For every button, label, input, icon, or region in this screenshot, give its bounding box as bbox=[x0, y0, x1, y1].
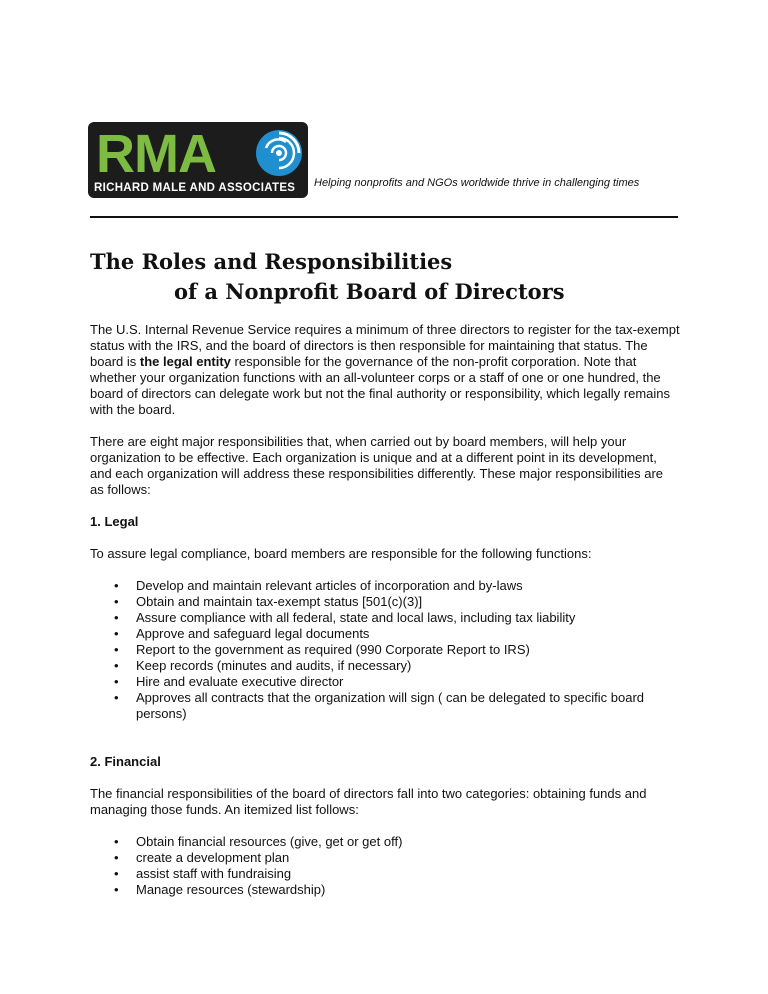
logo-subtitle: RICHARD MALE AND ASSOCIATES bbox=[94, 182, 296, 194]
intro-text-a: The U.S. Internal Revenue Service requires a minimum of three directors to register for the tax-exempt status with the IRS, and the board of directors is then responsible for maintaining that status. The board is bbox=[90, 322, 680, 369]
header-divider bbox=[90, 216, 678, 218]
company-logo bbox=[88, 122, 308, 198]
list-item: • Approves all contracts that the organization will sign ( can be delegated to specific board persons) bbox=[114, 690, 645, 721]
title-line-1: The Roles and Responsibilities bbox=[90, 249, 453, 274]
swirl-icon bbox=[254, 128, 304, 178]
page-title bbox=[90, 247, 565, 307]
section-heading-financial: 2. Financial bbox=[90, 754, 161, 769]
responsibilities-paragraph: There are eight major responsibilities that, when carried out by board members, will help your organization to be effective. Each organization is unique and at a different point in its development, and each organization will address these responsibilities differently. These major responsibilities are as follows: bbox=[90, 434, 664, 497]
financial-intro: The financial responsibilities of the board of directors fall into two categories: obtaining funds and managing those funds. An itemized list follows: bbox=[90, 786, 647, 817]
bullet-icon: • bbox=[114, 674, 119, 689]
bullet-icon: • bbox=[114, 850, 119, 865]
list-item: • Hire and evaluate executive director bbox=[114, 674, 344, 689]
bullet-icon: • bbox=[114, 882, 119, 897]
bullet-icon: • bbox=[114, 642, 119, 657]
list-item: • Assure compliance with all federal, state and local laws, including tax liability bbox=[114, 610, 576, 625]
list-item: • Develop and maintain relevant articles of incorporation and by-laws bbox=[114, 578, 523, 593]
list-item: • Report to the government as required (990 Corporate Report to IRS) bbox=[114, 642, 530, 657]
document-body bbox=[90, 322, 680, 898]
tagline: Helping nonprofits and NGOs worldwide thrive in challenging times bbox=[314, 177, 640, 189]
bullet-icon: • bbox=[114, 626, 119, 641]
bullet-icon: • bbox=[114, 578, 119, 593]
list-item: • Manage resources (stewardship) bbox=[114, 882, 326, 897]
bullet-icon: • bbox=[114, 690, 119, 705]
logo-letters: RMA bbox=[96, 124, 216, 184]
bullet-icon: • bbox=[114, 594, 119, 609]
title-line-2: of a Nonprofit Board of Directors bbox=[174, 279, 565, 304]
list-item: • create a development plan bbox=[114, 850, 290, 865]
legal-list bbox=[90, 578, 680, 722]
legal-intro: To assure legal compliance, board members are responsible for the following functions: bbox=[90, 546, 592, 561]
list-item: • Obtain financial resources (give, get or get off) bbox=[114, 834, 403, 849]
legal-entity-emphasis: the legal entity bbox=[139, 354, 231, 369]
intro-paragraph bbox=[90, 322, 680, 418]
bullet-icon: • bbox=[114, 610, 119, 625]
intro-text-b: responsible for the governance of the non-profit corporation. Note that whether your organization functions with an all-volunteer corps or a staff of one or one hundred, the board of directors can delegate work but not the final authority or responsibility, which legally remains with the board. bbox=[90, 354, 671, 417]
list-item: • Approve and safeguard legal documents bbox=[114, 626, 370, 641]
bullet-icon: • bbox=[114, 658, 119, 673]
section-heading-legal: 1. Legal bbox=[90, 514, 139, 529]
list-item: • Obtain and maintain tax-exempt status [501(c)(3)] bbox=[114, 594, 423, 609]
list-item: • Keep records (minutes and audits, if necessary) bbox=[114, 658, 412, 673]
bullet-icon: • bbox=[114, 834, 119, 849]
list-item: • assist staff with fundraising bbox=[114, 866, 292, 881]
bullet-icon: • bbox=[114, 866, 119, 881]
financial-list bbox=[90, 834, 680, 898]
